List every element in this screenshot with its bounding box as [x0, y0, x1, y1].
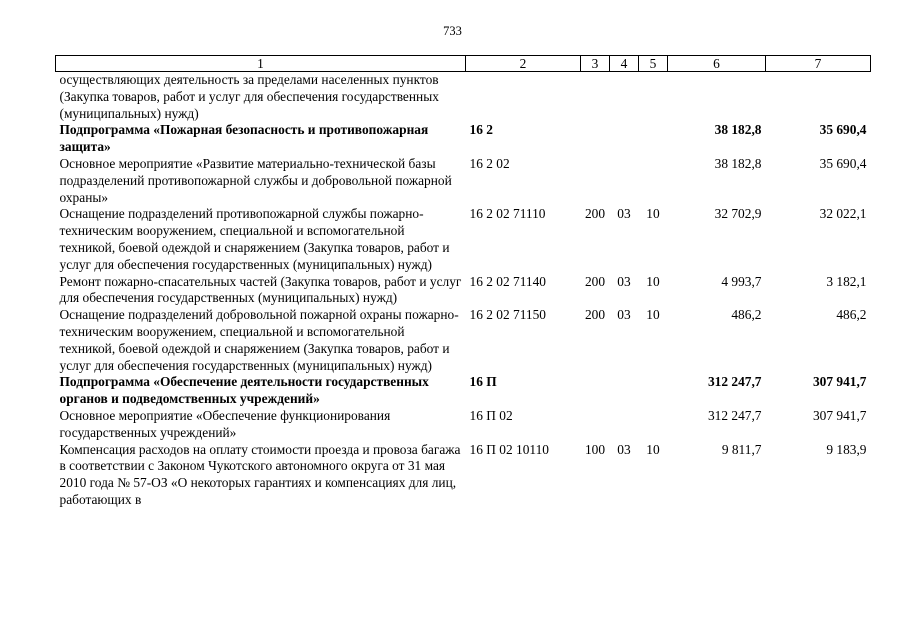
row-rz-cell — [610, 156, 639, 206]
column-header-row — [56, 56, 871, 72]
row-amount-1-cell: 312 247,7 — [707, 374, 762, 390]
table-row — [56, 442, 871, 509]
row-name-cell: Оснащение подразделений добровольной пожарной охраны пожарно-техническим вооружением, специальной и вспомогательной техникой, боевой одеждой и снаряжением (Закупка товаров, работ и услуг для обеспечения государственных (муниципальных) нужд) — [59, 307, 459, 373]
row-code-cell: 16 2 02 — [469, 155, 510, 171]
row-amount-1-cell: 312 247,7 — [707, 407, 762, 423]
table-row — [56, 122, 871, 156]
row-amount-2-cell: 486,2 — [836, 307, 867, 323]
column-header-7: 7 — [766, 56, 871, 72]
row-name-cell: Основное мероприятие «Развитие материально-технической базы подразделений противопожарной службы и добровольной пожарной охраны» — [59, 155, 452, 205]
row-name-cell: Компенсация расходов на оплату стоимости проезда и провоза багажа в соответствии с Законом Чукотского автономного округа от 31 мая 2010 года № 57-ОЗ «О некоторых гарантиях и компенсациях для лиц, работающих в — [59, 441, 461, 507]
row-rz-cell — [610, 72, 639, 123]
table-row — [56, 374, 871, 408]
row-code-cell: 16 П 02 — [469, 407, 513, 423]
row-pr-cell: 10 — [646, 273, 660, 289]
table-row — [56, 307, 871, 374]
row-pr-cell: 10 — [646, 206, 660, 222]
row-rz-cell — [610, 408, 639, 442]
column-header-4: 4 — [610, 56, 639, 72]
row-name-cell: Подпрограмма «Обеспечение деятельности государственных органов и подведомственных учреждений» — [59, 374, 429, 407]
row-amount-2-cell: 3 182,1 — [826, 273, 867, 289]
row-amount-1-cell: 486,2 — [731, 307, 762, 323]
row-amount-2-cell: 307 941,7 — [812, 407, 867, 423]
row-code-cell: 16 П 02 10110 — [469, 441, 549, 457]
row-rz-cell: 03 — [617, 273, 631, 289]
page-number: 733 — [443, 24, 462, 38]
row-amount-1-cell: 38 182,8 — [714, 122, 762, 138]
row-code-cell: 16 2 02 71140 — [469, 273, 546, 289]
row-vr-cell: 200 — [584, 307, 606, 323]
row-amount-2-cell: 307 941,7 — [812, 374, 867, 390]
column-header-5: 5 — [639, 56, 668, 72]
row-name-cell: Основное мероприятие «Обеспечение функционирования государственных учреждений» — [59, 407, 391, 440]
row-amount-2-cell — [766, 72, 871, 123]
row-vr-cell — [581, 72, 610, 123]
row-rz-cell: 03 — [617, 441, 631, 457]
row-amount-1-cell — [668, 72, 766, 123]
row-amount-2-cell: 9 183,9 — [826, 441, 867, 457]
row-pr-cell: 10 — [646, 441, 660, 457]
row-amount-1-cell: 32 702,9 — [714, 206, 762, 222]
row-code-cell: 16 2 02 71110 — [469, 206, 546, 222]
row-amount-2-cell: 32 022,1 — [819, 206, 867, 222]
row-vr-cell — [581, 156, 610, 206]
row-pr-cell: 10 — [646, 307, 660, 323]
row-pr-cell — [639, 408, 668, 442]
column-header-6: 6 — [668, 56, 766, 72]
row-name-cell: осуществляющих деятельность за пределами населенных пунктов (Закупка товаров, работ и услуг для обеспечения государственных (муниципальных) нужд) — [59, 72, 439, 121]
table-row — [56, 274, 871, 308]
row-amount-1-cell: 9 811,7 — [721, 441, 762, 457]
row-code-cell: 16 2 02 71150 — [469, 307, 546, 323]
row-amount-1-cell: 4 993,7 — [721, 273, 762, 289]
row-amount-2-cell: 35 690,4 — [819, 155, 867, 171]
row-pr-cell — [639, 122, 668, 156]
row-vr-cell — [581, 122, 610, 156]
column-header-2: 2 — [466, 56, 581, 72]
table-row — [56, 72, 871, 123]
budget-table — [55, 55, 871, 509]
row-code-cell — [466, 72, 581, 123]
row-code-cell: 16 П — [469, 374, 497, 390]
row-name-cell: Подпрограмма «Пожарная безопасность и противопожарная защита» — [59, 122, 429, 155]
row-amount-2-cell: 35 690,4 — [819, 122, 867, 138]
row-name-cell: Ремонт пожарно-спасательных частей (Закупка товаров, работ и услуг для обеспечения государственных (муниципальных) нужд) — [59, 273, 462, 306]
row-vr-cell: 200 — [584, 206, 606, 222]
row-vr-cell — [581, 374, 610, 408]
row-pr-cell — [639, 72, 668, 123]
row-rz-cell — [610, 374, 639, 408]
column-header-3: 3 — [581, 56, 610, 72]
row-pr-cell — [639, 374, 668, 408]
row-vr-cell: 200 — [584, 273, 606, 289]
row-name-cell: Оснащение подразделений противопожарной службы пожарно-техническим вооружением, специальной и вспомогательной техникой, боевой одеждой и снаряжением (Закупка товаров, работ и услуг для обеспечения государственных (муниципальных) нужд) — [59, 206, 450, 272]
row-rz-cell: 03 — [617, 206, 631, 222]
row-rz-cell — [610, 122, 639, 156]
row-pr-cell — [639, 156, 668, 206]
table-row — [56, 206, 871, 273]
row-amount-1-cell: 38 182,8 — [714, 155, 762, 171]
row-code-cell: 16 2 — [469, 122, 493, 138]
row-vr-cell: 100 — [584, 441, 606, 457]
table-row — [56, 408, 871, 442]
table-row — [56, 156, 871, 206]
row-vr-cell — [581, 408, 610, 442]
row-rz-cell: 03 — [617, 307, 631, 323]
column-header-1: 1 — [56, 56, 466, 72]
